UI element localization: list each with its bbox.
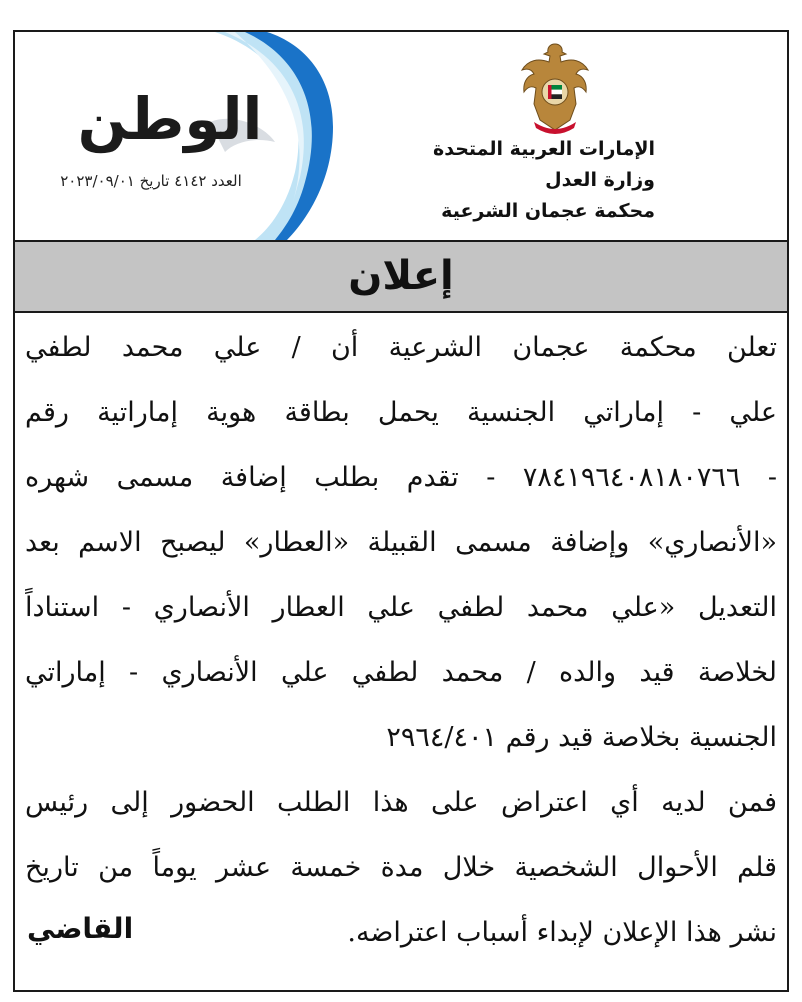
notice-body	[25, 315, 777, 965]
notice-line: التعديل «علي محمد لطفي علي العطار الأنصاري - استناداً	[25, 592, 777, 623]
judge-signature: القاضي	[27, 912, 134, 945]
notice-line: تعلن محكمة عجمان الشرعية أن / علي محمد لطفي	[25, 332, 777, 363]
notice-line: - ٧٨٤١٩٦٤٠٨١٨٠٧٦٦ - تقدم بطلب إضافة مسمى شهره	[25, 462, 777, 493]
notice-title: إعلان	[348, 253, 454, 299]
notice-line: لخلاصة قيد والده / محمد لطفي علي الأنصاري - إماراتي	[25, 657, 777, 688]
uae-emblem-icon	[520, 40, 590, 136]
notice-line: علي - إماراتي الجنسية يحمل بطاقة هوية إماراتية رقم	[25, 397, 777, 428]
authority-court: محكمة عجمان الشرعية	[441, 200, 655, 222]
notice-line: الجنسية بخلاصة قيد رقم ٢٩٦٤/٤٠١	[386, 722, 777, 753]
header	[15, 32, 787, 240]
notice-frame	[13, 30, 789, 992]
notice-line: قلم الأحوال الشخصية خلال مدة خمسة عشر يوماً من تاريخ	[25, 852, 777, 883]
notice-line: نشر هذا الإعلان لإبداء أسباب اعتراضه.	[347, 917, 777, 948]
title-banner	[15, 240, 787, 313]
issue-date: العدد ٤١٤٢ تاريخ ٢٠٢٣/٠٩/٠١	[60, 172, 242, 190]
authority-ministry: وزارة العدل	[545, 169, 655, 191]
newspaper-logo: الوطن	[77, 85, 263, 153]
authority-country: الإمارات العربية المتحدة	[433, 138, 655, 160]
authority-block	[395, 134, 655, 227]
notice-line: «الأنصاري» وإضافة مسمى القبيلة «العطار» ليصبح الاسم بعد	[25, 527, 777, 558]
notice-line: فمن لديه أي اعتراض على هذا الطلب الحضور إلى رئيس	[25, 787, 777, 818]
